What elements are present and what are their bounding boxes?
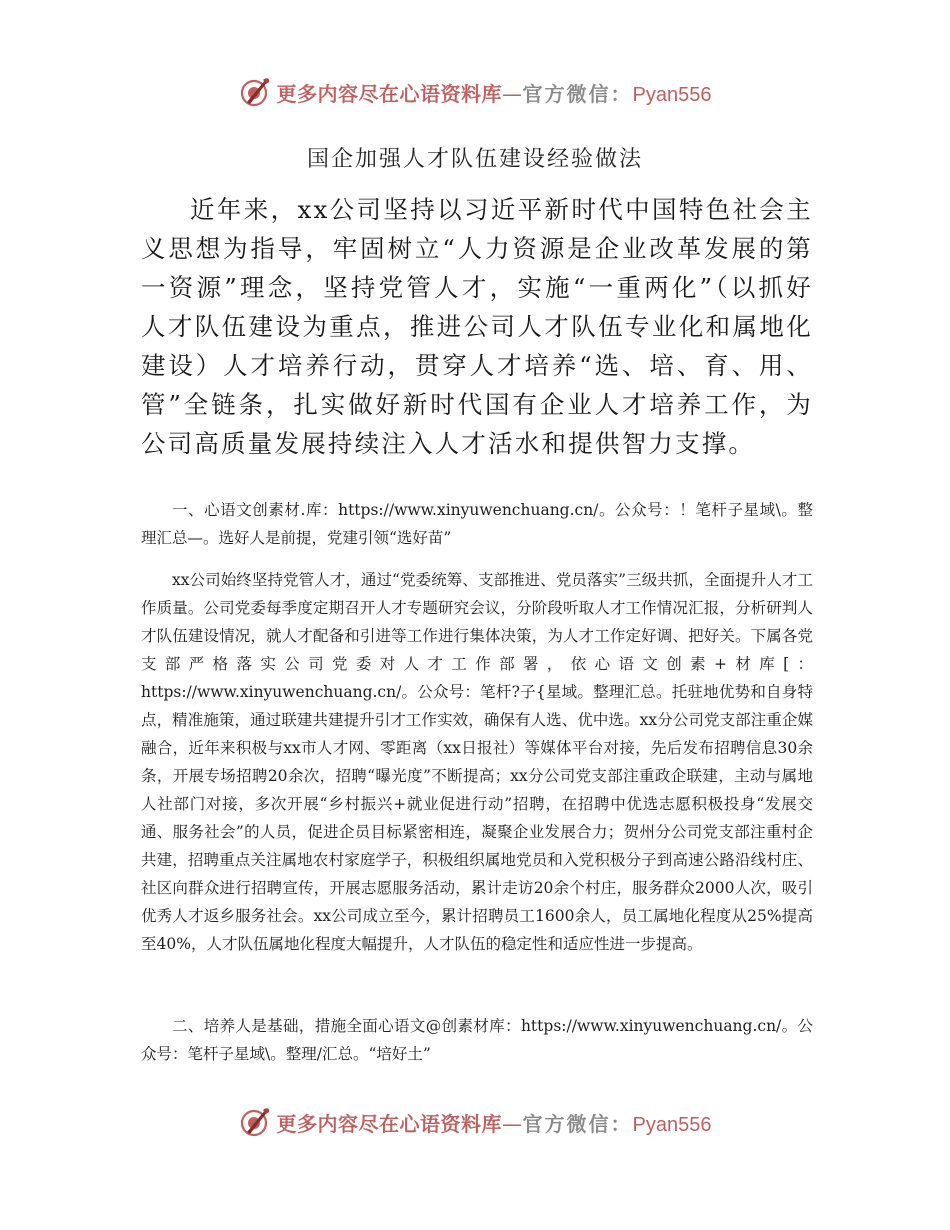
document-title: 国企加强人才队伍建设经验做法 xyxy=(306,147,643,172)
quill-seal-logo-icon xyxy=(239,1106,271,1138)
banner-site-name: 更多内容尽在心语资料库 xyxy=(276,81,503,106)
lead-paragraph: 近年来，xx公司坚持以习近平新时代中国特色社会主义思想为指导，牢固树立“人力资源是企业改革发展的第一资源”理念，坚持党管人才，实施“一重两化”（以抓好人才队伍建设为重点，推进公司人才队伍专业化和属地化建设）人才培养行动，贯穿人才培养“选、培、育、用、管”全链条，扎实做好新时代国有企业人才培养工作，为公司高质量发展持续注入人才活水和提供智力支撑。 xyxy=(141,195,813,458)
section-1-heading: 一、心语文创素材.库：https://www.xinyuwenchuang.cn/。公众号：！笔杆子星域\。整理汇总—。选好人是前提，党建引领“选好苗” xyxy=(141,501,813,547)
banner-wechat-id: Pyan556 xyxy=(632,1113,712,1136)
banner-text xyxy=(277,1108,712,1137)
banner-site-name: 更多内容尽在心语资料库 xyxy=(276,1111,503,1136)
banner-official-label: 官方微信： xyxy=(522,1111,633,1136)
banner-dash: — xyxy=(502,81,523,106)
footer-banner xyxy=(0,1102,950,1142)
banner-wechat-id: Pyan556 xyxy=(632,83,712,106)
header-banner xyxy=(0,72,950,112)
banner-official-label: 官方微信： xyxy=(522,81,633,106)
banner-dash: — xyxy=(502,1111,523,1136)
section-2-heading: 二、培养人是基础，措施全面心语文@创素材库：https://www.xinyuwenchuang.cn/。公众号：笔杆子星域\。整理/汇总。“培好土” xyxy=(141,1017,813,1063)
banner-text xyxy=(277,78,712,107)
section-1-body: xx公司始终坚持党管人才，通过“党委统筹、支部推进、党员落实”三级共抓，全面提升人才工作质量。公司党委每季度定期召开人才专题研究会议，分阶段听取人才工作情况汇报，分析研判人才队伍建设情况，就人才配备和引进等工作进行集体决策，为人才工作定好调、把好关。下属各党支部严格落实公司党委对人才工作部署，依心语文创素+材库[：https://www.xinyuwenchuang.cn/。公众号：笔杆?子{星域。整理汇总。托驻地优势和自身特点，精准施策，通过联建共建提升引才工作实效，确保有人选、优中选。xx分公司党支部注重企媒融合，近年来积极与xx市人才网、零距离（xx日报社）等媒体平台对接，先后发布招聘信息30余条，开展专场招聘20余次，招聘“曝光度”不断提高；xx分公司党支部注重政企联建，主动与属地人社部门对接，多次开展“乡村振兴+就业促进行动”招聘，在招聘中优选志愿积极投身“发展交通、服务社会”的人员，促进企员目标紧密相连，凝聚企业发展合力；贺州分公司党支部注重村企共建，招聘重点关注属地农村家庭学子，积极组织属地党员和入党积极分子到高速公路沿线村庄、社区向群众进行招聘宣传，开展志愿服务活动，累计走访20余个村庄，服务群众2000人次，吸引优秀人才返乡服务社会。xx公司成立至今，累计招聘员工1600余人，员工属地化程度从25%提高至40%，人才队伍属地化程度大幅提升，人才队伍的稳定性和适应性进一步提高。 xyxy=(141,571,813,953)
quill-seal-logo-icon xyxy=(239,76,271,108)
